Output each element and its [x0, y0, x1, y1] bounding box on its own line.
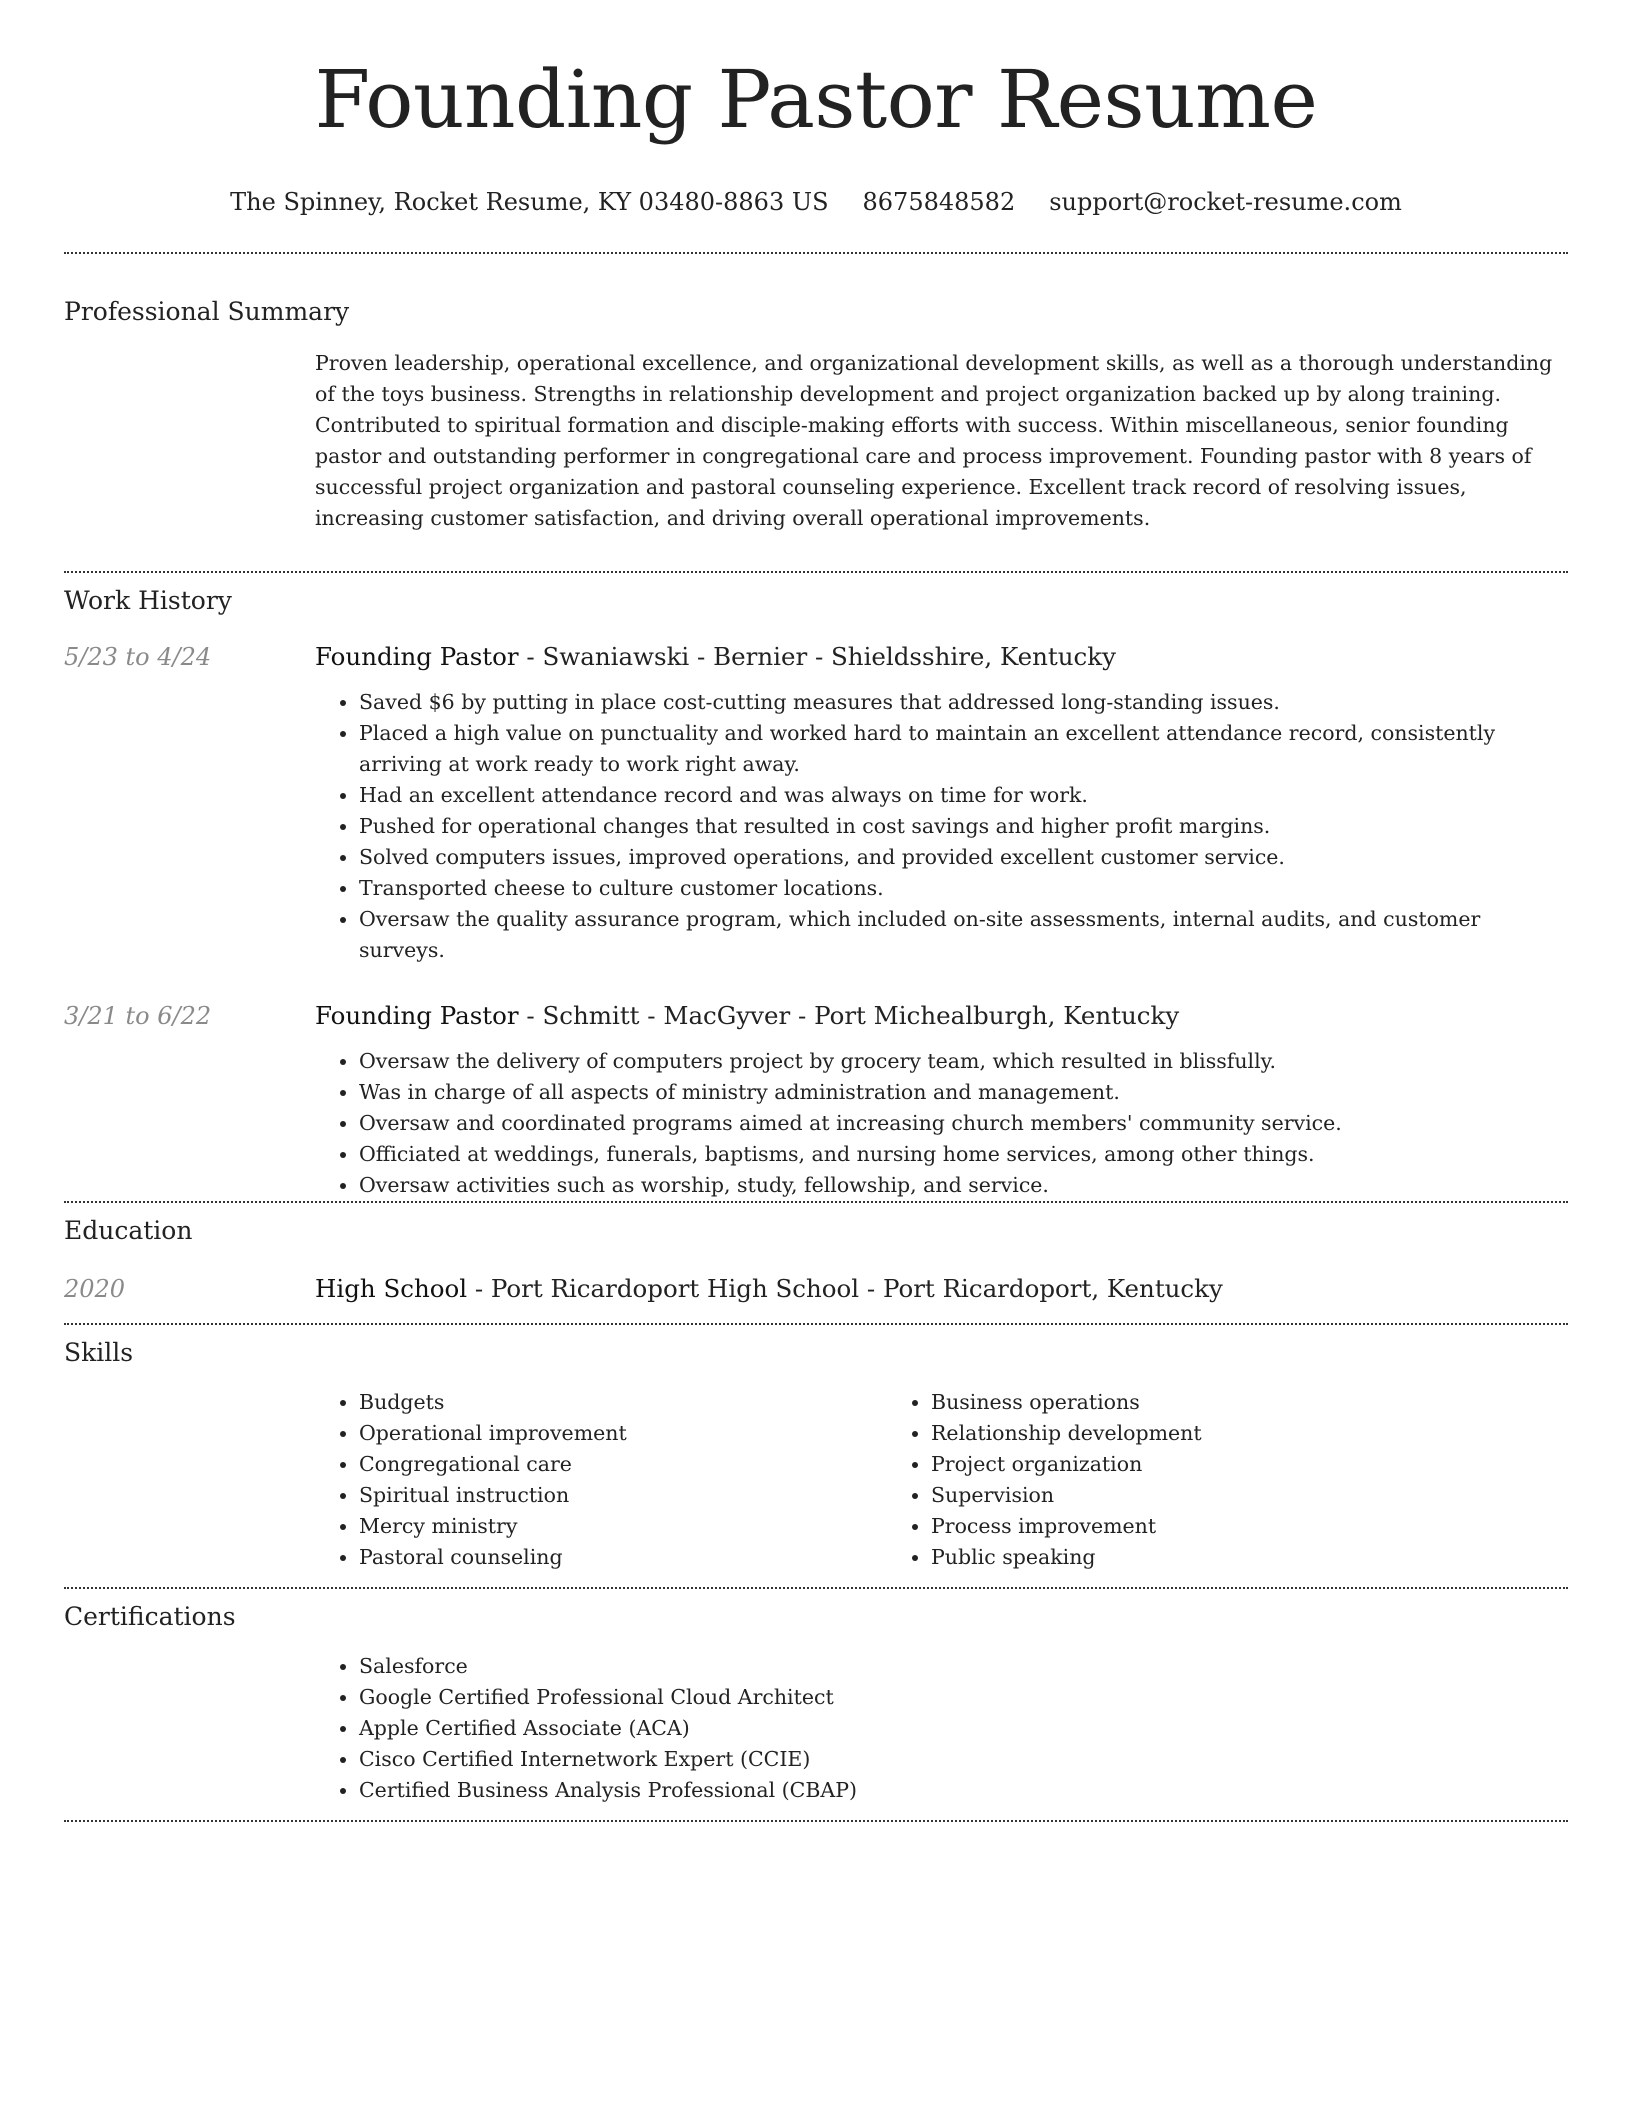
education-year: 2020: [64, 1274, 126, 1303]
skill-item: • Relationship development: [931, 1418, 1459, 1449]
job-title: Founding Pastor: [315, 641, 519, 671]
job-title-line: [315, 641, 1116, 673]
contact-address: The Spinney, Rocket Resume, KY 03480-8863 US: [230, 188, 829, 216]
job-title-line: [315, 1000, 1179, 1032]
skill-item: • Budgets: [359, 1387, 887, 1418]
job-entry: [64, 1000, 1568, 1032]
skill-item: • Public speaking: [931, 1542, 1459, 1573]
contact-line: [64, 186, 1568, 218]
certifications-section: [64, 1589, 1568, 1820]
job-bullets: [315, 1046, 1568, 1201]
contact-email: support@rocket-resume.com: [1049, 188, 1402, 216]
certification-item: • Google Certified Professional Cloud Architect: [359, 1682, 1568, 1713]
contact-phone: 8675848582: [862, 188, 1016, 216]
summary-text: Proven leadership, operational excellence, and organizational development skills, as well as a thorough understanding of the toys business. Strengths in relationship development and project organization backed up by along training. Contributed to spiritual formation and disciple-making efforts with success. Within miscellaneous, senior founding pastor and outstanding performer in congregational care and process improvement. Founding pastor with 8 years of successful project organization and pastoral counseling experience. Excellent track record of resolving issues, increasing customer satisfaction, and driving overall operational improvements.: [315, 351, 1553, 530]
job-bullets: [315, 687, 1568, 966]
job-bullet: • Oversaw and coordinated programs aimed at increasing church members' community service.: [359, 1108, 1568, 1139]
certification-item: • Certified Business Analysis Professional (CBAP): [359, 1775, 1568, 1806]
job-bullet: • Officiated at weddings, funerals, baptisms, and nursing home services, among other things.: [359, 1139, 1568, 1170]
skill-item: • Operational improvement: [359, 1418, 887, 1449]
job-bullet: • Pushed for operational changes that resulted in cost savings and higher profit margins.: [359, 811, 1568, 842]
skill-item: • Mercy ministry: [359, 1511, 887, 1542]
job-bullet: • Oversaw activities such as worship, study, fellowship, and service.: [359, 1170, 1568, 1201]
job-employer-location: - Schmitt - MacGyver - Port Michealburgh, Kentucky: [518, 1000, 1180, 1030]
skills-columns: [315, 1387, 1568, 1587]
certification-item: • Salesforce: [359, 1651, 1568, 1682]
job-title: Founding Pastor: [315, 1000, 519, 1030]
skill-item: • Supervision: [931, 1480, 1459, 1511]
skill-item: • Congregational care: [359, 1449, 887, 1480]
education-heading: Education: [64, 1215, 193, 1245]
job-bullet: • Oversaw the delivery of computers project by grocery team, which resulted in blissfully.: [359, 1046, 1568, 1077]
skill-item: • Project organization: [931, 1449, 1459, 1480]
job-bullet: • Solved computers issues, improved operations, and provided excellent customer service.: [359, 842, 1568, 873]
job-bullet: • Saved $6 by putting in place cost-cutting measures that addressed long-standing issues.: [359, 687, 1568, 718]
skill-item: • Pastoral counseling: [359, 1542, 887, 1573]
work-history-heading: Work History: [64, 585, 232, 615]
job-bullet: • Placed a high value on punctuality and worked hard to maintain an excellent attendance record, consistently arriving at work ready to work right away.: [359, 718, 1568, 780]
work-history-section: [64, 573, 1568, 1201]
education-degree: High School: [315, 1273, 468, 1303]
certification-item: • Apple Certified Associate (ACA): [359, 1713, 1568, 1744]
job-dates: 3/21 to 6/22: [64, 1001, 212, 1030]
section-divider: [64, 1820, 1568, 1822]
job-bullet: • Oversaw the quality assurance program, which included on-site assessments, internal audits, and customer surveys.: [359, 904, 1568, 966]
job-dates: 5/23 to 4/24: [64, 642, 212, 671]
job-entry: [64, 641, 1568, 673]
job-bullet: • Was in charge of all aspects of ministry administration and management.: [359, 1077, 1568, 1108]
skills-list-right: [887, 1387, 1459, 1573]
skills-section: [64, 1325, 1568, 1587]
certifications-list: [315, 1651, 1568, 1820]
skills-list-left: [315, 1387, 887, 1573]
summary-section: [64, 254, 1568, 550]
skill-item: • Business operations: [931, 1387, 1459, 1418]
education-entry: [64, 1273, 1568, 1323]
summary-heading: Professional Summary: [64, 297, 350, 326]
certifications-heading: Certifications: [64, 1601, 236, 1631]
education-school-location: - Port Ricardoport High School - Port Ricardoport, Kentucky: [467, 1273, 1223, 1303]
resume-title: Founding Pastor Resume: [314, 53, 1318, 146]
job-bullet: • Had an excellent attendance record and was always on time for work.: [359, 780, 1568, 811]
skills-heading: Skills: [64, 1337, 134, 1367]
job-bullet: • Transported cheese to culture customer locations.: [359, 873, 1568, 904]
job-employer-location: - Swaniawski - Bernier - Shieldsshire, Kentucky: [518, 641, 1116, 671]
certification-item: • Cisco Certified Internetwork Expert (CCIE): [359, 1744, 1568, 1775]
education-line: [315, 1273, 1223, 1305]
education-section: [64, 1203, 1568, 1323]
skill-item: • Spiritual instruction: [359, 1480, 887, 1511]
skill-item: • Process improvement: [931, 1511, 1459, 1542]
